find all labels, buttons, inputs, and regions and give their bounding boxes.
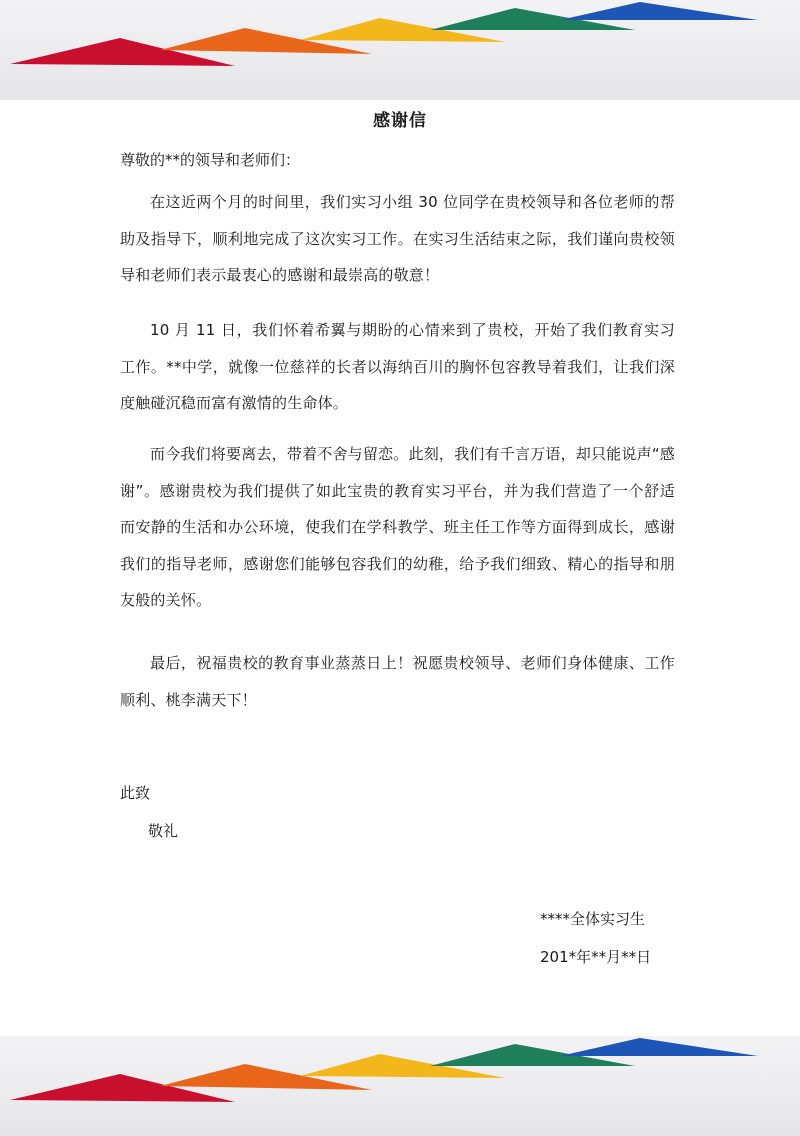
- bottom-banner: [0, 1036, 800, 1136]
- letter-title: 感谢信: [373, 111, 427, 131]
- paragraph-2: 10 月 11 日，我们怀着希翼与期盼的心情来到了贵校，开始了我们教育实习工作。**中学，就像一位慈祥的长者以海纳百川的胸怀包容教导着我们，让我们深度触碰沉稳而富有激情的生命体。: [120, 321, 675, 412]
- date-line: 201*年**月**日: [540, 948, 652, 966]
- top-banner: [0, 0, 800, 100]
- banner-triangle-blue: [560, 1038, 758, 1056]
- banner-triangle-blue: [560, 2, 758, 20]
- closing-line-1: 此致: [120, 784, 151, 802]
- signature-line: ****全体实习生: [540, 910, 646, 928]
- bottom-banner-graphic: [0, 1036, 800, 1136]
- paragraph-3: 而今我们将要离去，带着不舍与留恋。此刻，我们有千言万语，却只能说声“感谢”。感谢贵校为我们提供了如此宝贵的教育实习平台，并为我们营造了一个舒适而安静的生活和办公环境，使我们在学科教学、班主任工作等方面得到成长，感谢我们的指导老师，感谢您们能够包容我们的幼稚，给予我们细致、精心的指导和朋友般的关怀。: [120, 445, 675, 609]
- closing-line-2: 敬礼: [148, 822, 179, 840]
- paragraph-4: 最后，祝福贵校的教育事业蒸蒸日上！祝愿贵校领导、老师们身体健康、工作顺利、桃李满天下！: [120, 654, 675, 709]
- salutation: 尊敬的**的领导和老师们：: [120, 151, 301, 169]
- top-banner-graphic: [0, 0, 800, 100]
- paragraph-1: 在这近两个月的时间里，我们实习小组 30 位同学在贵校领导和各位老师的帮助及指导下，顺利地完成了这次实习工作。在实习生活结束之际，我们谨向贵校领导和老师们表示最衷心的感谢和最崇高的敬意！: [120, 193, 675, 284]
